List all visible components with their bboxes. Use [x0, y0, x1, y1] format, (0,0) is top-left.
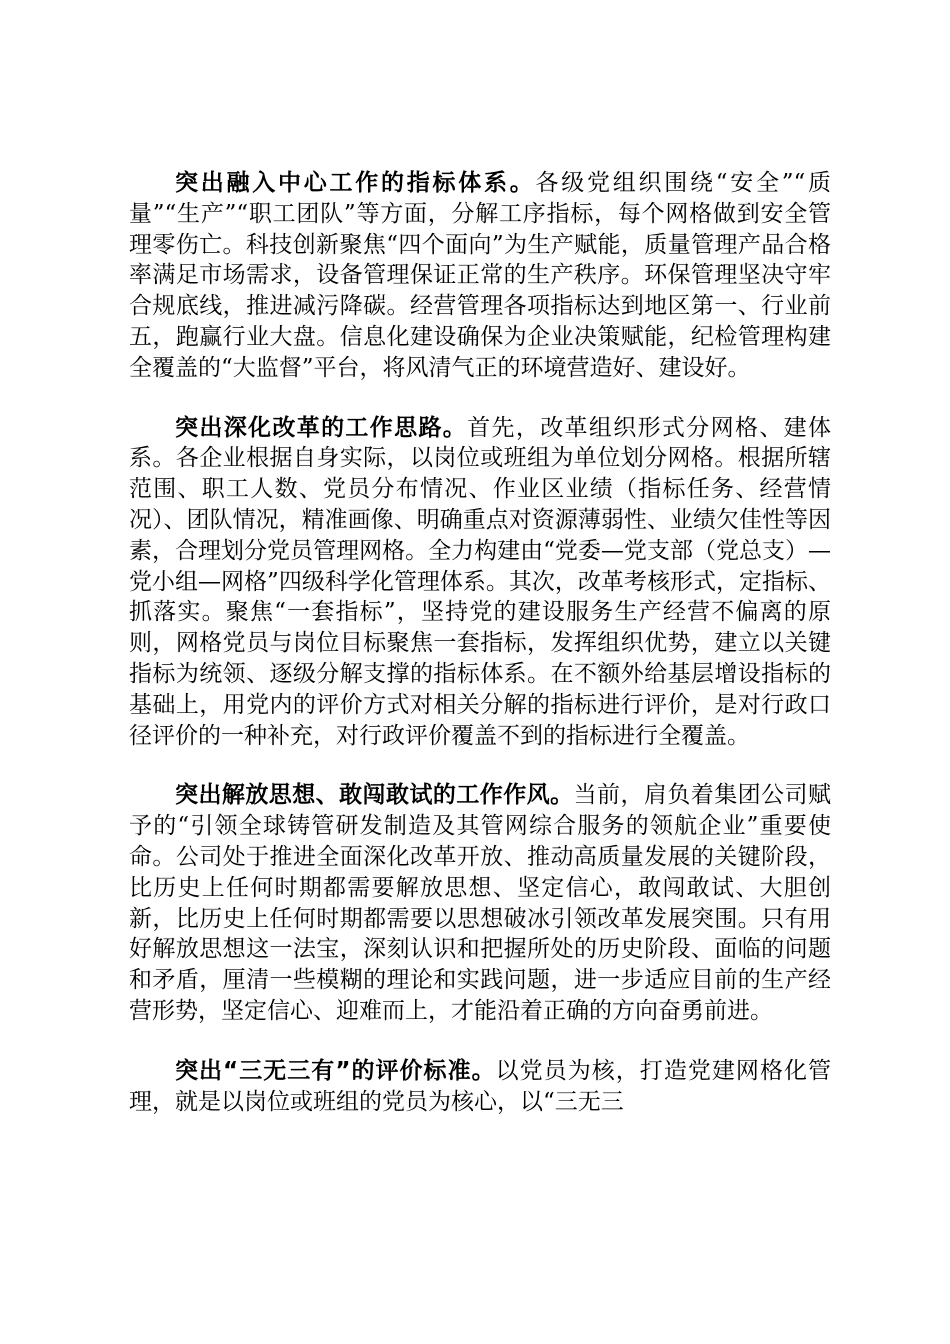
document-body [129, 168, 831, 1146]
paragraph-work-style [129, 780, 831, 1026]
paragraph-text: 各级党组织围绕“安全”“质量”“生产”“职工团队”等方面，分解工序指标，每个网格做到安全管理零伤亡。科技创新聚焦“四个面向”为生产赋能，质量管理产品合格率满足市场需求，设备管理保证正常的生产秩序。环保管理坚决守牢合规底线，推进减污降碳。经营管理各项指标达到地区第一、行业前五，跑赢行业大盘。信息化建设确保为企业决策赋能，纪检管理构建全覆盖的“大监督”平台，将风清气正的环境营造好、建设好。 [129, 170, 831, 381]
paragraph-evaluation-standard [129, 1056, 831, 1118]
paragraph-text: 以党员为核，打造党建网格化管理，就是以岗位或班组的党员为核心，以“三无三 [129, 1057, 832, 1115]
paragraph-heading: 突出融入中心工作的指标体系。 [175, 170, 536, 196]
paragraph-text: 首先，改革组织形式分网格、建体系。各企业根据自身实际，以岗位或班组为单位划分网格。根据所辖范围、职工人数、党员分布情况、作业区业绩（指标任务、经营情况）、团队情况，精准画像、明确重点对资源薄弱性、业绩欠佳性等因素，合理划分党员管理网格。全力构建由“党委—党支部（党总支）—党小组—网格”四级科学化管理体系。其次，改革考核形式，定指标、抓落实。聚焦“一套指标”，坚持党的建设服务生产经营不偏离的原则，网格党员与岗位目标聚焦一套指标，发挥组织优势，建立以关键指标为统领、逐级分解支撑的指标体系。在不额外给基层增设指标的基础上，用党内的评价方式对相关分解的指标进行评价，是对行政口径评价的一种补充，对行政评价覆盖不到的指标进行全覆盖。 [129, 414, 832, 749]
paragraph-heading: 突出深化改革的工作思路。 [175, 414, 468, 441]
paragraph-heading: 突出解放思想、敢闯敢试的工作作风。 [175, 782, 574, 809]
paragraph-text: 当前，肩负着集团公司赋予的“引领全球铸管研发制造及其管网综合服务的领航企业”重要使命。公司处于推进全面深化改革开放、推动高质量发展的关键阶段，比历史上任何时期都需要解放思想、坚定信心，敢闯敢试、大胆创新，比历史上任何时期都需要以思想破冰引领改革发展突围。只有用好解放思想这一法宝，深刻认识和把握所处的历史阶段、面临的问题和矛盾，厘清一些模糊的理论和实践问题，进一步适应目前的生产经营形势，坚定信心、迎难而上，才能沿着正确的方向奋勇前进。 [129, 782, 832, 1024]
paragraph-indicator-system [129, 168, 831, 384]
paragraph-heading: 突出“三无三有”的评价标准。 [175, 1057, 496, 1084]
paragraph-reform-approach [129, 413, 831, 752]
